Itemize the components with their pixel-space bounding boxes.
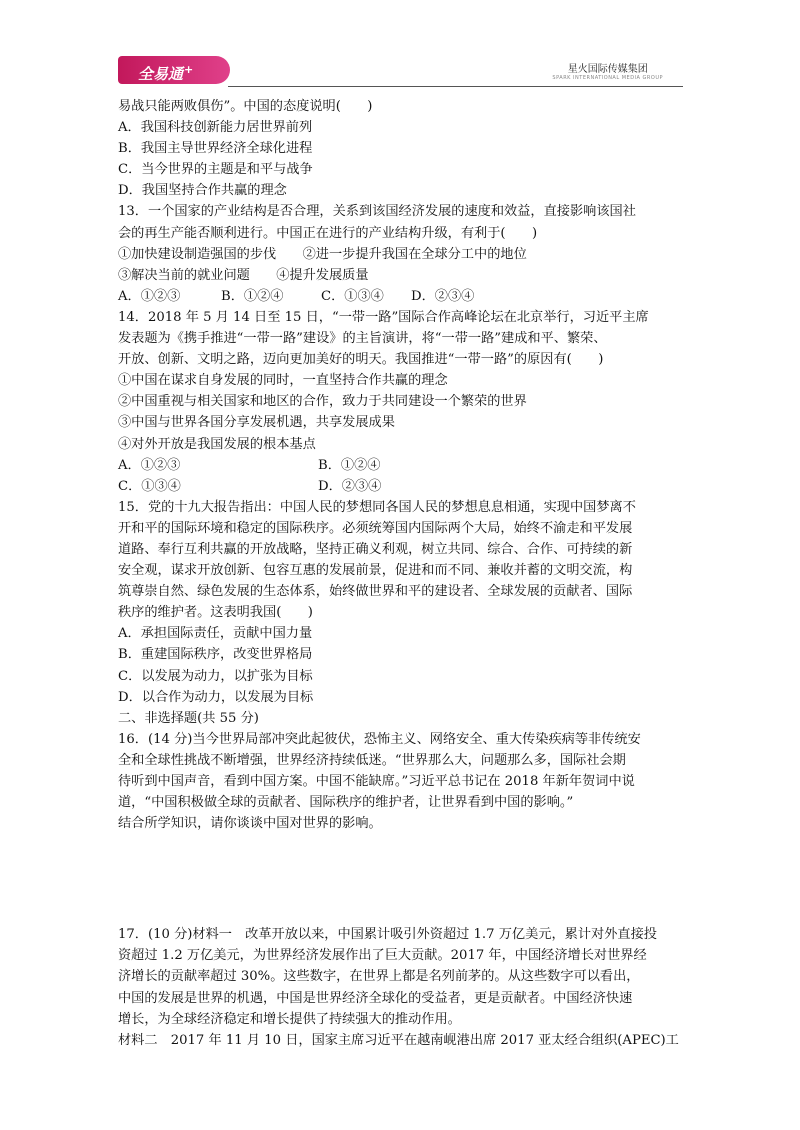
answer-space <box>118 834 683 924</box>
text-line: ③解决当前的就业问题 ④提升发展质量 <box>118 267 369 283</box>
text-line: ④对外开放是我国发展的根本基点 <box>118 436 316 452</box>
text-line: 中国的发展是世界的机遇，中国是世界经济全球化的受益者，更是贡献者。中国经济快速 <box>118 990 633 1006</box>
text-line: 易战只能两败俱伤”。中国的态度说明( ) <box>118 99 373 114</box>
text-line: ③中国与世界各国分享发展机遇，共享发展成果 <box>118 415 395 431</box>
text-line: 济增长的贡献率超过 30%。这些数字，在世界上都是名列前茅的。从这些数字可以看出， <box>118 969 640 985</box>
brand-subtitle: SPARK INTERNATIONAL MEDIA GROUP <box>552 75 663 81</box>
text-line: 安全观，谋求开放创新、包容互惠的发展前景，促进和而不同、兼收并蓄的文明交流，构 <box>118 563 633 579</box>
text-line: ①中国在谋求自身发展的同时，一直坚持合作共赢的理念 <box>118 373 448 389</box>
options-row <box>118 476 683 497</box>
question-13: 13．一个国家的产业结构是否合理，关系到该国经济发展的速度和效益，直接影响该国社 <box>118 204 636 220</box>
text-line: 全和全球性挑战不断增强，世界经济持续低迷。“世界那么大，问题那么多，国际社会期 <box>118 752 626 768</box>
option-d: D．以合作为动力，以发展为目标 <box>118 689 314 705</box>
header-rule <box>228 86 683 87</box>
options-row <box>118 455 683 476</box>
option-b: B．重建国际秩序，改变世界格局 <box>118 647 313 663</box>
option-c: C．①③④ <box>118 478 181 494</box>
option-a: A．我国科技创新能力居世界前列 <box>118 120 313 136</box>
options-row <box>118 286 683 307</box>
text-line: 秩序的维护者。这表明我国( ) <box>118 605 313 621</box>
question-17: 17．(10 分)材料一 改革开放以来，中国累计吸引外资超过 1.7 万亿美元，累计对外直接投 <box>118 927 657 943</box>
text-line: 开和平的国际环境和稳定的国际秩序。必须统筹国内国际两个大局，始终不渝走和平发展 <box>118 520 633 536</box>
text-line: 资超过 1.2 万亿美元，为世界经济发展作出了巨大贡献。2017 年，中国经济增长对世界经 <box>118 948 647 964</box>
text-line: 待听到中国声音，看到中国方案。中国不能缺席。”习近平总书记在 2018 年新年贺词中说 <box>118 774 635 789</box>
option-a: A．承担国际责任，贡献中国力量 <box>118 626 313 642</box>
option-c: C．当今世界的主题是和平与战争 <box>118 162 313 178</box>
text-line: ②中国重视与相关国家和地区的合作，致力于共同建设一个繁荣的世界 <box>118 394 527 410</box>
option-b: B．①②④ <box>318 457 381 473</box>
option-a: A．①②③ <box>118 288 181 304</box>
logo <box>118 56 230 84</box>
option-d: D．②③④ <box>411 288 475 304</box>
text-line: 会的再生产能否顺利进行。中国正在进行的产业结构升级，有利于( ) <box>118 225 538 241</box>
question-16: 16．(14 分)当今世界局部冲突此起彼伏，恐怖主义、网络安全、重大传染疾病等非传统安 <box>118 731 641 747</box>
text-line: 增长，为全球经济稳定和增长提供了持续强大的推动作用。 <box>118 1011 461 1027</box>
option-b: B．①②④ <box>221 288 284 304</box>
text-line: 材料二 2017 年 11 月 10 日，国家主席习近平在越南岘港出席 2017 亚太经合组织(APEC)工 <box>118 1032 679 1048</box>
option-b: B．我国主导世界经济全球化进程 <box>118 141 313 157</box>
document-body <box>118 96 683 1051</box>
option-c: C．①③④ <box>321 288 384 304</box>
text-line: 筑尊崇自然、绿色发展的生态体系，始终做世界和平的建设者、全球发展的贡献者、国际 <box>118 584 633 600</box>
text-line: 开放、创新、文明之路，迈向更加美好的明天。我国推进“一带一路”的原因有( ) <box>118 352 604 368</box>
brand-name: 星火国际传媒集团 <box>567 64 648 75</box>
text-line: 道，“中国积极做全球的贡献者、国际秩序的维护者，让世界看到中国的影响。” <box>118 795 574 811</box>
option-a: A．①②③ <box>118 457 181 473</box>
text-line: ①加快建设制造强国的步伐 ②进一步提升我国在全球分工中的地位 <box>118 246 527 262</box>
option-d: D．我国坚持合作共赢的理念 <box>118 183 287 199</box>
section-heading: 二、非选择题(共 55 分) <box>118 710 259 726</box>
page-header <box>118 52 683 88</box>
question-15: 15．党的十九大报告指出：中国人民的梦想同各国人民的梦想息息相通，实现中国梦离不 <box>118 499 636 515</box>
logo-text: 全易通 <box>138 65 184 83</box>
text-line: 道路、奉行互利共赢的开放战略，坚持正确义利观，树立共同、综合、合作、可持续的新 <box>118 541 633 557</box>
text-line: 结合所学知识，请你谈谈中国对世界的影响。 <box>118 816 382 832</box>
option-c: C．以发展为动力，以扩张为目标 <box>118 668 313 684</box>
text-line: 发表题为《携手推进“一带一路”建设》的主旨演讲，将“一带一路”建成和平、繁荣、 <box>118 331 607 347</box>
question-14: 14．2018 年 5 月 14 日至 15 日，“一带一路”国际合作高峰论坛在北京举行，习近平主席 <box>118 309 649 325</box>
option-d: D．②③④ <box>318 478 382 494</box>
logo-plus: + <box>184 63 194 76</box>
brand <box>552 60 663 81</box>
